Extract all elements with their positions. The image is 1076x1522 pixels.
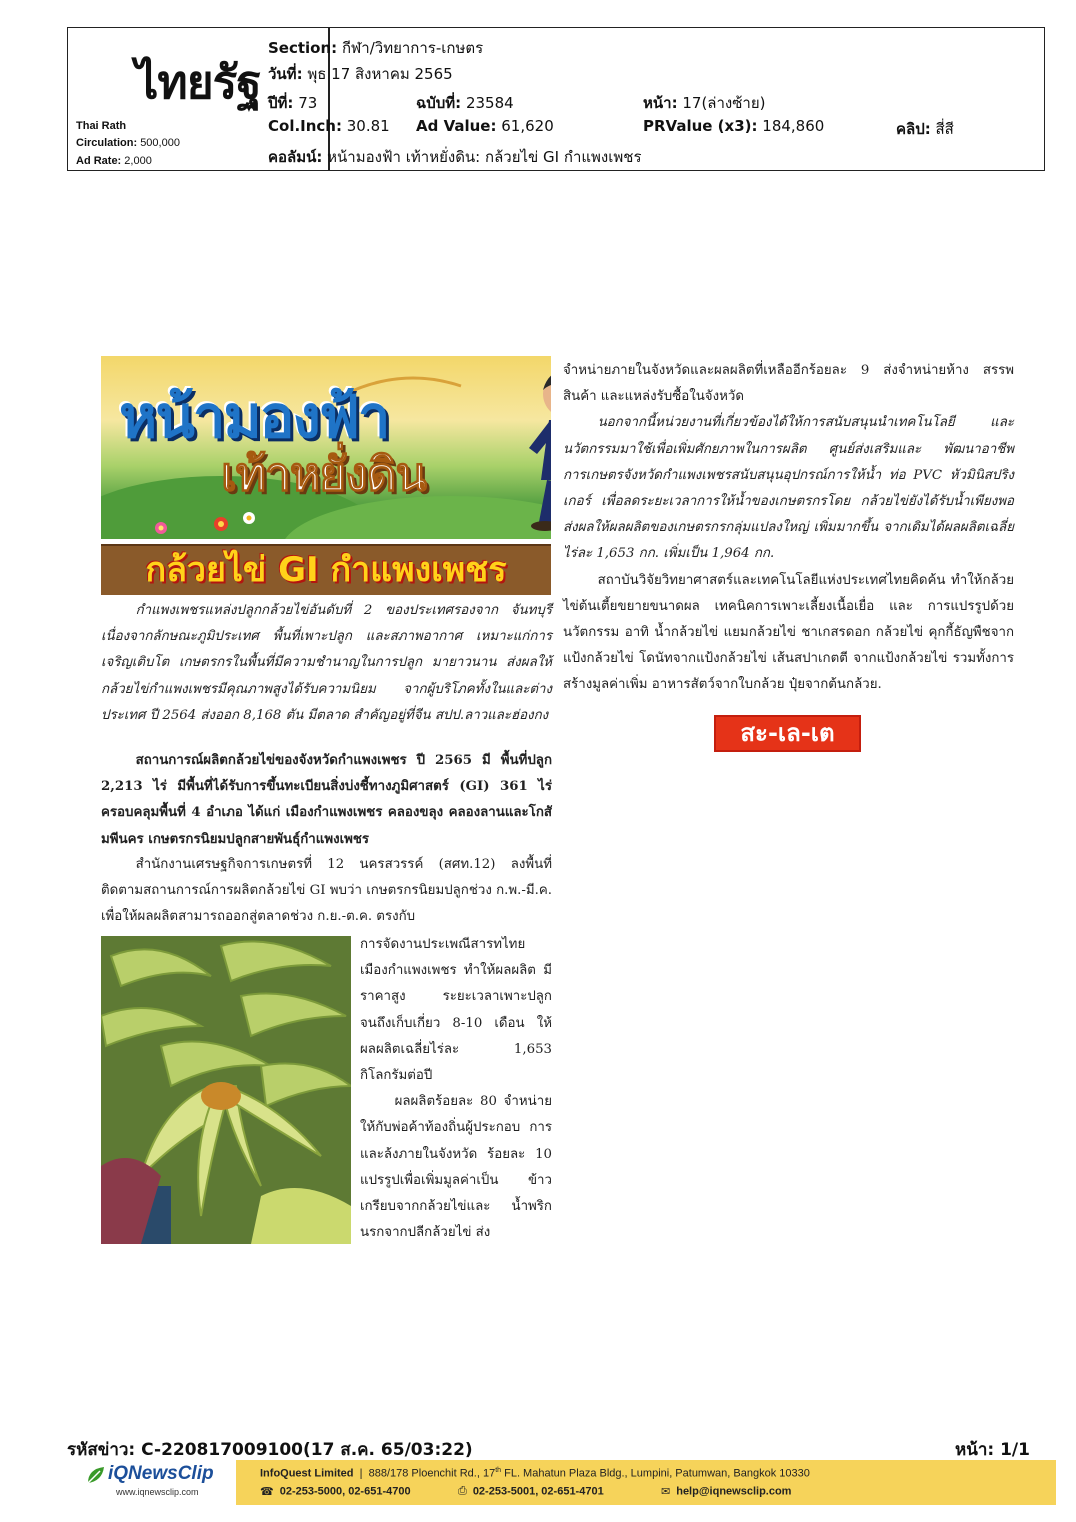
colinch-field: Col.Inch: 30.81: [268, 117, 390, 135]
right-paragraph-1: จำหน่ายภายในจังหวัดและผลผลิตที่เหลืออีกร้อยละ 9 ส่งจำหน่ายห้าง สรรพสินค้า และแหล่งรับซื้อในจังหวัด: [563, 363, 1014, 405]
news-code: รหัสข่าว: C-220817009100(17 ส.ค. 65/03:22): [67, 1440, 473, 1460]
column-line: คอลัมน์: หน้ามองฟ้า เท้าหยั่งดิน: กล้วยไข่ GI กำแพงเพชร: [268, 148, 642, 166]
phone-icon: ☎: [260, 1486, 274, 1498]
prvalue-field: PRValue (x3): 184,860: [643, 117, 825, 135]
email-line[interactable]: ✉ help@iqnewsclip.com: [661, 1485, 792, 1498]
article-headline: กล้วยไข่ GI กำแพงเพชร: [145, 550, 507, 590]
phone-line: ☎ 02-253-5000, 02-651-4700: [260, 1485, 411, 1498]
article-paragraph-1: กำแพงเพชรแหล่งปลูกกล้วยไข่อันดับที่ 2 ของประเทศรองจาก จันทบุรี เนื่องจากลักษณะภูมิประเทศ พื้นที่เพาะปลูก และสภาพอากาศ เหมาะแก่การเจริญเติบโต เกษตรกรในพื้นที่มีความชำนาญในการปลูก มายาวนาน ส่งผลให้กล้วยไข่กำแพงเพชรมีคุณภาพสูงได้รับความนิยม จากผู้บริโภคทั้งในและต่างประเทศ ปี 2564 ส่งออก 8,168 ตัน มีตลาด สำคัญอยู่ที่จีน สปป.ลาวและฮ่องกง: [101, 603, 552, 723]
publication-name: Thai Rath: [76, 120, 127, 132]
banana-image: [101, 936, 351, 1244]
date-line: วันที่: พุธ 17 สิงหาคม 2565: [268, 65, 453, 83]
right-paragraph-3: สถาบันวิจัยวิทยาศาสตร์และเทคโนโลยีแห่งประเทศไทยคิดค้น ทำให้กล้วยไข่ต้นเตี้ยขยายขนาดผล เทคนิคการเพาะเลี้ยงเนื้อเยื่อ และ การแปรรูปด้วยนวัตกรรม อาทิ น้ำกล้วยไข่ แยมกล้วยไข่ ชาเกสรดอก กล้วยไข่ คุกกี้ธัญพืชจากแป้งกล้วยไข่ โดนัทจากแป้งกล้วยไข่ เส้นสปาเกตตี จากแป้งกล้วยไข่ รวมทั้งการสร้างมูลค่าเพิ่ม อาหารสัตว์จากใบกล้วย ปุ๋ยจากต้นกล้วย.: [563, 572, 1014, 693]
page-field: หน้า: 17(ล่างซ้าย): [643, 94, 766, 112]
company-name: InfoQuest Limited: [260, 1467, 354, 1480]
headline-bar: [101, 544, 551, 595]
banner-title-line1: หน้ามองฟ้า: [119, 383, 389, 451]
article-paragraph-3-continued: การจัดงานประเพณีสารทไทย เมืองกำแพงเพชร ทำให้ผลผลิต มีราคาสูง ระยะเวลาเพาะปลูก จนถึงเก็บเกี่ยว 8-10 เดือน ให้ผลผลิตเฉลี่ยไร่ละ 1,653 กิโลกรัมต่อปี: [360, 937, 552, 1084]
byline-text: สะ-เล-เต: [740, 719, 835, 747]
iqnewsclip-logo: [84, 1463, 234, 1503]
fax-icon: ⎙: [458, 1485, 467, 1497]
issue-field: ฉบับที่: 23584: [416, 94, 514, 112]
page-counter: หน้า: 1/1: [955, 1440, 1030, 1460]
circulation: Circulation: 500,000: [76, 137, 180, 149]
byline-tag: [714, 715, 861, 752]
clipping-metadata-box: [67, 27, 1045, 171]
article-paragraph-4: ผลผลิตร้อยละ 80 จำหน่าย ให้กับพ่อค้าท้องถิ่นผู้ประกอบ การและล้งภายในจังหวัด ร้อยละ 10 แปรรูปเพื่อเพิ่มมูลค่าเป็น ข้าวเกรียบจากกล้วยไข่และ น้ำพริกนรกจากปลีกล้วยไข่ ส่ง: [360, 1094, 552, 1241]
article-paragraph-3: สำนักงานเศรษฐกิจการเกษตรที่ 12 นครสวรรค์ (สศท.12) ลงพื้นที่ ติดตามสถานการณ์การผลิตกล้วยไข่ GI พบว่า เกษตรกรนิยมปลูกช่วง ก.พ.-มี.ค. เพื่อให้ผลผลิตสามารถออกสู่ตลาดช่วง ก.ย.-ต.ค. ตรงกับ: [101, 857, 552, 925]
iqnewsclip-leaf-icon: [84, 1463, 108, 1487]
caricature-illustration: [519, 362, 551, 534]
article-paragraph-2: สถานการณ์ผลิตกล้วยไข่ของจังหวัดกำแพงเพชร ปี 2565 มี พื้นที่ปลูก 2,213 ไร่ มีพื้นที่ได้รับการขึ้นทะเบียนสิ่งบ่งชี้ทางภูมิศาสตร์ (GI) 361 ไร่ ครอบคลุมพื้นที่ 4 อำเภอ ได้แก่ เมืองกำแพงเพชร คลองขลุง คลองลานและโกสัมพีนคร เกษตรกรนิยมปลูกสายพันธุ์กำแพงเพชร: [101, 753, 552, 847]
company-address: InfoQuest Limited | 888/178 Ploenchit Rd., 17th FL. Mahatun Plaza Bldg., Lumpini, Patumwan, Bangkok 10330: [260, 1467, 810, 1480]
clip-field: คลิป: สี่สี: [896, 120, 954, 138]
logo-url: www.iqnewsclip.com: [116, 1487, 199, 1497]
year-field: ปีที่: 73: [268, 94, 318, 112]
fax-line: ⎙ 02-253-5001, 02-651-4701: [458, 1485, 604, 1498]
thairath-logo: ไทยรัฐ: [135, 55, 261, 109]
logo-name: iQNewsClip: [108, 1463, 214, 1484]
article-right-column: [563, 358, 1014, 699]
banner-title-line2: เท้าหยั่งดิน: [221, 447, 426, 501]
right-paragraph-2: นอกจากนี้หน่วยงานที่เกี่ยวข้องได้ให้การสนับสนุนนำเทคโนโลยี และนวัตกรรมมาใช้เพื่อเพิ่มศักยภาพในการผลิต ศูนย์ส่งเสริมและ พัฒนาอาชีพการเกษตรจังหวัดกำแพงเพชรสนับสนุนอุปกรณ์การให้น้ำ ท่อ PVC หัวมินิสปริงเกอร์ เพื่อลดระยะเวลาการให้น้ำของเกษตรกรโดย กล้วยไข่ยังได้รับน้ำเพียงพอส่งผลให้ผลผลิตของเกษตรกรกลุ่มแปลงใหญ่ เพิ่มมากขึ้น จากเดิมได้ผลผลิตเฉลี่ยไร่ละ 1,653 กก. เพิ่มเป็น 1,964 กก.: [563, 415, 1014, 562]
ad-rate: Ad Rate: 2,000: [76, 155, 152, 167]
advalue-field: Ad Value: 61,620: [416, 117, 554, 135]
footer-contact-bar: [236, 1460, 1056, 1505]
email-icon: ✉: [661, 1486, 671, 1498]
article-narrow-column: [360, 932, 552, 1246]
column-banner: [101, 356, 551, 539]
section-line: Section: กีฬา/วิทยาการ-เกษตร: [268, 39, 484, 57]
banana-photo: [101, 936, 351, 1244]
